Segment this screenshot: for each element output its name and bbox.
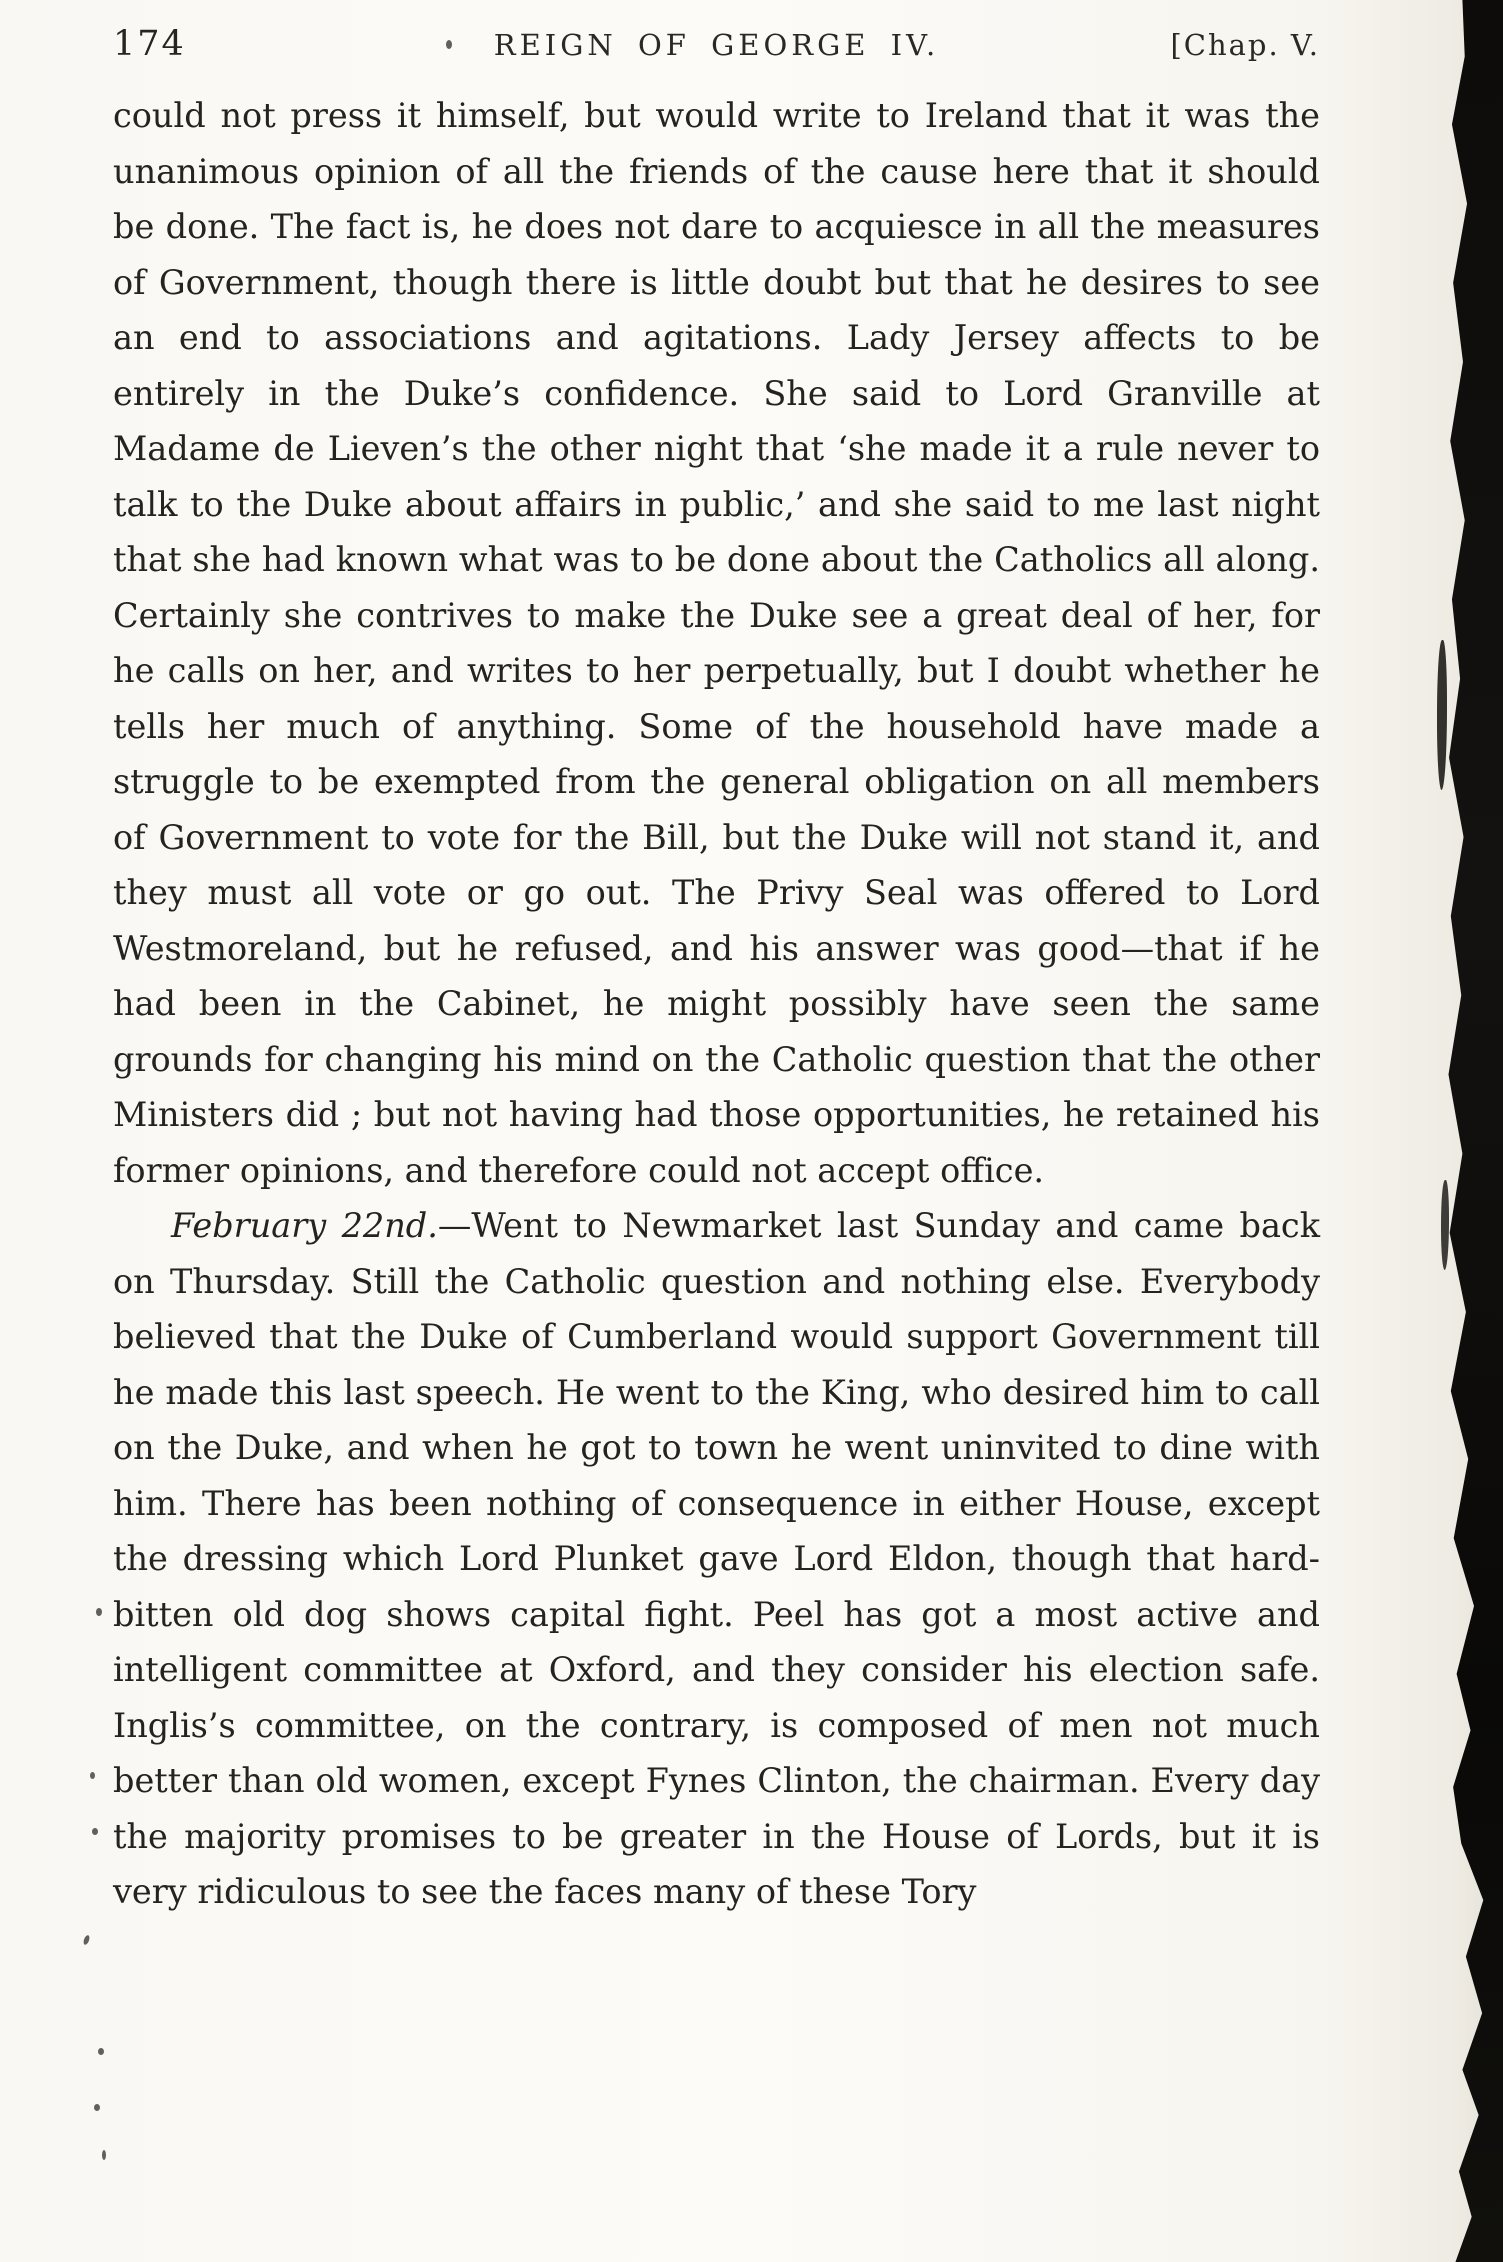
paragraph: could not press it himself, but would write to Ireland that it was the unanimous opinion of all the friends of the cause here that it should be done. The fact is, he does not dare to acquiesce in all the measures of Government, though there is little doubt but that he desires to see an end to associations and agitations. Lady Jersey affects to be entirely in the Duke’s confidence. She said to Lord Granville at Madame de Lieven’s the other night that ‘she made it a rule never to talk to the Duke about affairs in public,’ and she said to me last night that she had known what was to be done about the Catholics all along. Certainly she contrives to make the Duke see a great deal of her, for he calls on her, and writes to her perpetually, but I doubt whether he tells her much of anything. Some of the household have made a struggle to be exempted from the general obligation on all members of Government to vote for the Bill, but the Duke will not stand it, and they must all vote or go out. The Privy Seal was offered to Lord Westmoreland, but he refused, and his answer was good—that if he had been in the Cabinet, he might possibly have seen the same grounds for changing his mind on the Catholic question that the other Ministers did ; but not having had those opportunities, he retained his former opinions, and therefore could not accept office.: [113, 96, 1320, 1190]
page-number: 174: [113, 24, 186, 64]
page-header: [113, 24, 1320, 64]
paragraph: February 22nd.—Went to Newmarket last Sunday and came back on Thursday. Still the Catholic question and nothing else. Everybody believed that the Duke of Cumberland would support Government till he made this last speech. He went to the King, who desired him to call on the Duke, and when he got to town he went uninvited to dine with him. There has been nothing of consequence in either House, except the dressing which Lord Plunket gave Lord Eldon, though that hard-bitten old dog shows capital fight. Peel has got a most active and intelligent committee at Oxford, and they consider his election safe. Inglis’s committee, on the contrary, is composed of men not much better than old women, except Fynes Clinton, the chairman. Every day the majority promises to be greater in the House of Lords, but it is very ridiculous to see the faces many of these Tory: [113, 1206, 1320, 1911]
date-lead: February 22nd.: [171, 1206, 438, 1245]
page-body: [113, 88, 1320, 1920]
scan-edge-artifact: [1445, 0, 1503, 2262]
scan-speck: [92, 1828, 98, 1835]
chapter-label: [Chap. V.: [1170, 28, 1320, 62]
scan-speck: [82, 1934, 90, 1945]
scan-speck: [98, 2048, 104, 2055]
scan-speck: [96, 1608, 102, 1616]
scan-edge-blob: [1437, 640, 1447, 790]
running-title: REIGN OF GEORGE IV.: [493, 28, 940, 62]
scan-speck: [94, 2104, 100, 2111]
scan-speck: [90, 1772, 95, 1779]
scan-speck: [102, 2150, 106, 2160]
scan-edge-blob: [1441, 1180, 1449, 1270]
scan-speck: [446, 40, 452, 49]
